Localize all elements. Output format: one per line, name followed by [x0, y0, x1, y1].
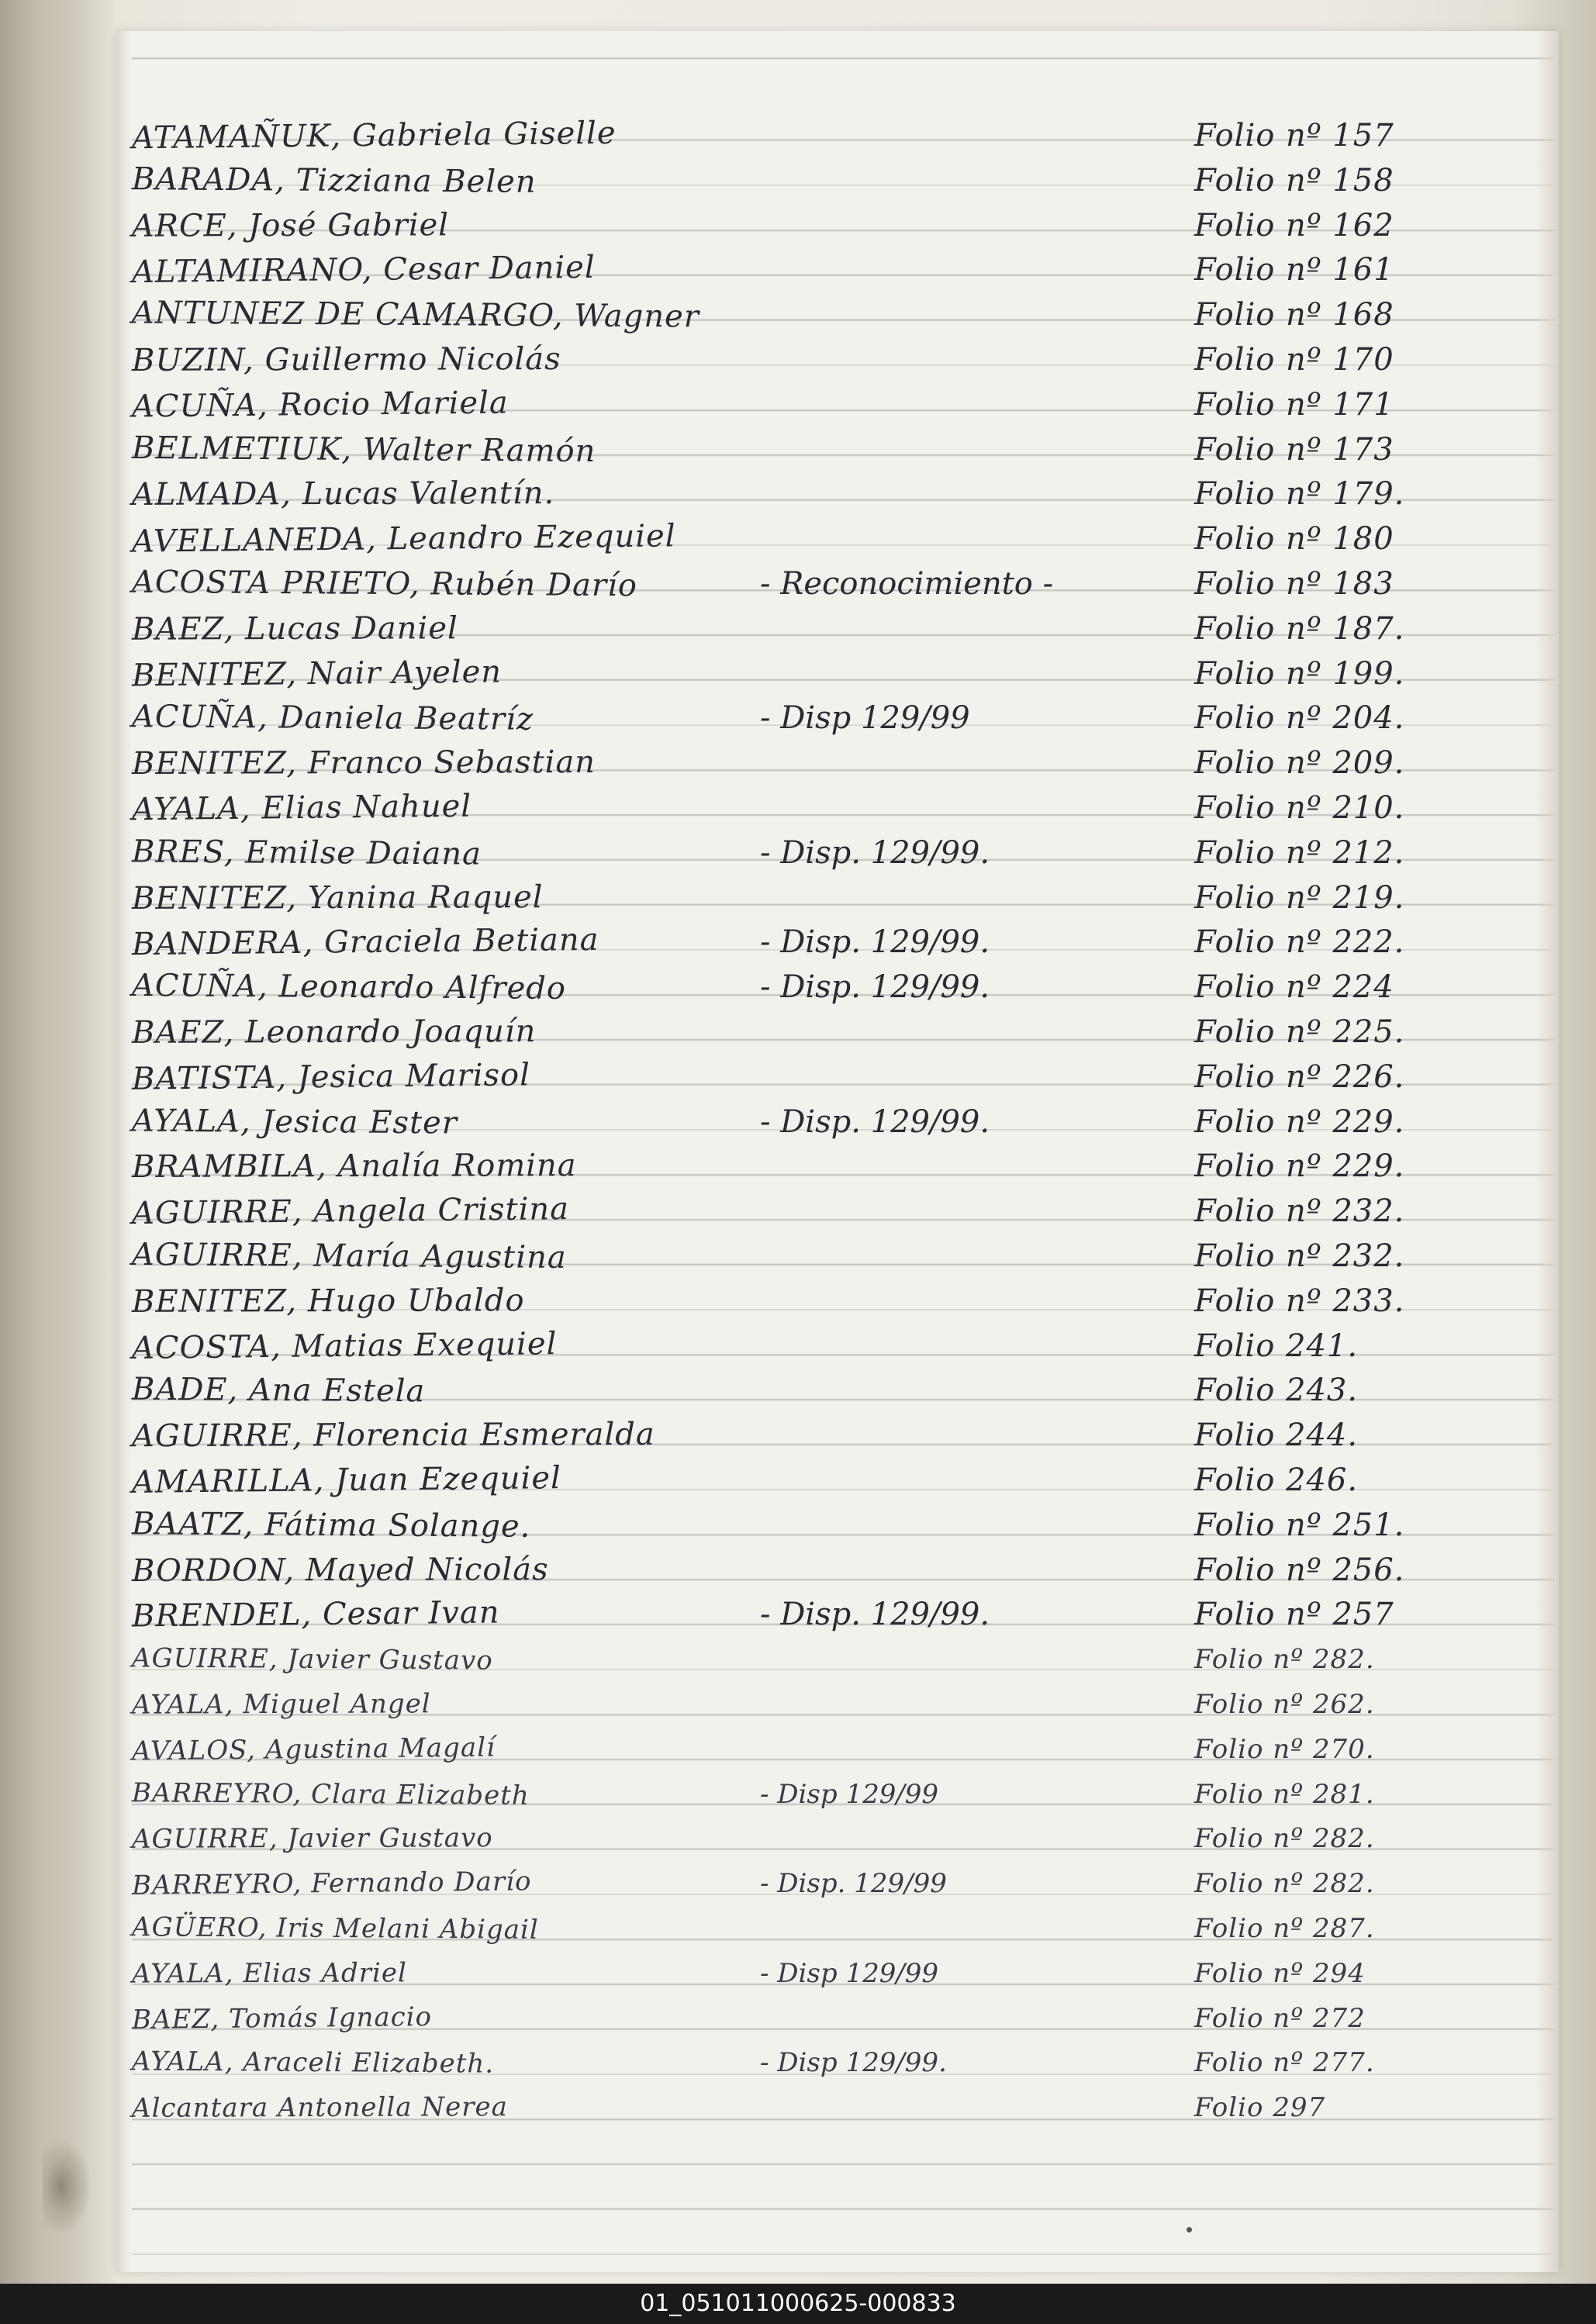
entry-folio: Folio nº 257 — [1194, 1597, 1394, 1632]
list-item — [0, 609, 1596, 648]
list-item — [0, 1864, 1596, 1903]
list-item — [0, 1058, 1596, 1096]
entry-folio: Folio nº 282. — [1194, 1644, 1375, 1675]
entry-name: AYALA, Elias Adriel — [131, 1957, 407, 1990]
list-item — [0, 2043, 1596, 2082]
list-item — [0, 1595, 1596, 1634]
entry-name: ACOSTA, Matias Exequiel — [131, 1326, 558, 1366]
entry-name: ACUÑA, Rocio Mariela — [131, 385, 509, 425]
entry-name: AGÜERO, Iris Melani Abigail — [131, 1911, 539, 1946]
list-item — [0, 340, 1596, 379]
list-item — [0, 1192, 1596, 1231]
list-item — [0, 1819, 1596, 1858]
entry-name: ATAMAÑUK, Gabriela Giselle — [131, 115, 617, 157]
list-item — [0, 1954, 1596, 1993]
list-item — [0, 1730, 1596, 1769]
entry-name: BELMETIUK, Walter Ramón — [131, 430, 596, 470]
entry-disposition: - Disp. 129/99 — [760, 1868, 947, 1899]
entry-name: BATISTA, Jesica Marisol — [131, 1057, 531, 1097]
entry-folio: Folio nº 256. — [1194, 1552, 1405, 1588]
list-item — [0, 654, 1596, 693]
entry-folio: Folio nº 180 — [1194, 521, 1394, 557]
list-item — [0, 475, 1596, 513]
entry-name: BANDERA, Graciela Betiana — [131, 921, 599, 963]
entry-disposition: - Disp. 129/99. — [760, 835, 990, 871]
entry-name: AVALOS, Agustina Magalí — [131, 1732, 496, 1767]
entry-folio: Folio 243. — [1194, 1373, 1359, 1408]
entry-name: ALMADA, Lucas Valentín. — [131, 475, 555, 513]
entry-name: BUZIN, Guillermo Nicolás — [131, 341, 561, 378]
entry-name: AGUIRRE, Javier Gustavo — [131, 1642, 493, 1677]
list-item — [0, 161, 1596, 200]
entry-folio: Folio nº 229. — [1194, 1148, 1405, 1184]
entry-name: BAATZ, Fátima Solange. — [131, 1506, 531, 1545]
entry-name: ANTUNEZ DE CAMARGO, Wagner — [131, 295, 700, 335]
entry-folio: Folio nº 226. — [1194, 1059, 1405, 1095]
entry-name: ACUÑA, Daniela Beatríz — [131, 699, 534, 737]
entry-folio: Folio nº 281. — [1194, 1779, 1375, 1810]
entry-name: BAEZ, Lucas Daniel — [131, 610, 458, 647]
list-item — [0, 923, 1596, 962]
entry-folio: Folio nº 179. — [1194, 476, 1405, 512]
entry-folio: Folio 241. — [1194, 1328, 1359, 1364]
list-item — [0, 1775, 1596, 1814]
list-item — [0, 1551, 1596, 1590]
entry-folio: Folio nº 168 — [1194, 297, 1394, 333]
list-item — [0, 2088, 1596, 2127]
list-item — [0, 1461, 1596, 1500]
list-item — [0, 1506, 1596, 1545]
entry-name: BADE, Ana Estela — [131, 1371, 426, 1410]
entry-folio: Folio nº 270. — [1194, 1734, 1375, 1765]
entry-name: BRES, Emilse Daiana — [131, 834, 482, 872]
entry-folio: Folio nº 224 — [1194, 969, 1394, 1005]
list-item — [0, 565, 1596, 603]
entry-folio: Folio nº 272 — [1194, 2003, 1366, 2034]
entry-folio: Folio nº 173 — [1194, 432, 1394, 468]
entry-name: BAEZ, Tomás Ignacio — [131, 2001, 433, 2036]
list-item — [0, 1416, 1596, 1455]
list-item — [0, 1237, 1596, 1276]
entry-name: Alcantara Antonella Nerea — [131, 2091, 508, 2124]
entry-name: BARADA, Tizziana Belen — [131, 161, 537, 200]
entry-name: ARCE, José Gabriel — [131, 207, 450, 244]
list-item — [0, 1103, 1596, 1141]
entry-name: BORDON, Mayed Nicolás — [131, 1552, 549, 1589]
entry-folio: Folio 297 — [1194, 2092, 1326, 2123]
list-item — [0, 1327, 1596, 1366]
list-item — [0, 1685, 1596, 1724]
entry-name: BENITEZ, Yanina Raquel — [131, 879, 544, 917]
entry-name: AMARILLA, Juan Ezequiel — [131, 1460, 562, 1500]
entry-folio: Folio nº 251. — [1194, 1507, 1405, 1543]
entry-folio: Folio nº 282. — [1194, 1868, 1375, 1899]
list-item — [0, 1282, 1596, 1321]
entry-name: BENITEZ, Nair Ayelen — [131, 654, 503, 694]
entry-name: AYALA, Elias Nahuel — [131, 788, 472, 828]
entry-name: BENITEZ, Franco Sebastian — [131, 744, 596, 782]
entry-disposition: - Disp. 129/99. — [760, 1104, 990, 1140]
entry-folio: Folio nº 232. — [1194, 1238, 1405, 1274]
entry-folio: Folio nº 170 — [1194, 342, 1394, 378]
list-item — [0, 699, 1596, 737]
entry-folio: Folio nº 158 — [1194, 163, 1394, 199]
list-item — [0, 834, 1596, 872]
list-item — [0, 116, 1596, 155]
entry-folio: Folio nº 162 — [1194, 208, 1394, 243]
entry-name: BARREYRO, Clara Elizabeth — [131, 1777, 530, 1811]
list-item — [0, 430, 1596, 469]
entry-folio: Folio nº 233. — [1194, 1283, 1405, 1319]
entry-name: BRENDEL, Cesar Ivan — [131, 1594, 500, 1635]
list-item — [0, 250, 1596, 289]
entry-folio: Folio nº 212. — [1194, 835, 1405, 871]
entry-disposition: - Disp 129/99 — [760, 1958, 939, 1989]
entry-disposition: - Reconocimiento - — [760, 566, 1054, 602]
entry-folio: Folio nº 287. — [1194, 1913, 1375, 1944]
entry-name: ALTAMIRANO, Cesar Daniel — [131, 249, 596, 291]
list-item — [0, 1999, 1596, 2038]
entry-disposition: - Disp. 129/99. — [760, 924, 990, 960]
entry-name: AYALA, Araceli Elizabeth. — [131, 2046, 495, 2080]
entry-folio: Folio nº 187. — [1194, 611, 1405, 647]
entry-name: AGUIRRE, Angela Cristina — [131, 1191, 570, 1231]
entry-name: AGUIRRE, Javier Gustavo — [131, 1822, 493, 1855]
entry-name: AVELLANEDA, Leandro Ezequiel — [131, 518, 676, 560]
entry-folio: Folio nº 171 — [1194, 387, 1394, 423]
entry-folio: Folio nº 262. — [1194, 1689, 1375, 1720]
list-item — [0, 520, 1596, 558]
entry-disposition: - Disp. 129/99. — [760, 1597, 990, 1632]
entry-folio: Folio 246. — [1194, 1462, 1359, 1498]
entry-folio: Folio nº 210. — [1194, 790, 1405, 826]
entry-folio: Folio nº 209. — [1194, 745, 1405, 781]
list-item — [0, 385, 1596, 424]
list-item — [0, 789, 1596, 827]
entry-folio: Folio nº 219. — [1194, 880, 1405, 916]
entry-folio: Folio nº 277. — [1194, 2047, 1375, 2078]
entry-folio: Folio nº 183 — [1194, 566, 1394, 602]
entry-folio: Folio nº 282. — [1194, 1823, 1375, 1854]
entry-name: AGUIRRE, María Agustina — [131, 1237, 567, 1276]
list-item — [0, 206, 1596, 245]
entry-folio: Folio nº 204. — [1194, 700, 1405, 736]
list-item — [0, 879, 1596, 917]
list-item — [0, 968, 1596, 1007]
entry-name: AYALA, Miguel Angel — [131, 1688, 431, 1721]
entry-folio: Folio nº 232. — [1194, 1193, 1405, 1229]
entry-folio: Folio nº 157 — [1194, 118, 1394, 154]
list-item — [0, 1371, 1596, 1410]
entry-name: BARREYRO, Fernando Darío — [131, 1866, 532, 1901]
entry-disposition: - Disp 129/99 — [760, 1779, 939, 1810]
entry-folio: Folio nº 294 — [1194, 1958, 1366, 1989]
list-item — [0, 1909, 1596, 1948]
entry-disposition: - Disp 129/99. — [760, 2047, 947, 2078]
entry-disposition: - Disp. 129/99. — [760, 969, 990, 1005]
list-item — [0, 1147, 1596, 1186]
entry-name: AGUIRRE, Florencia Esmeralda — [131, 1416, 655, 1455]
entry-disposition: - Disp 129/99 — [760, 700, 970, 736]
entry-name: AYALA, Jesica Ester — [131, 1103, 458, 1141]
entry-name: BENITEZ, Hugo Ubaldo — [131, 1283, 525, 1320]
entry-folio: Folio nº 199. — [1194, 656, 1405, 692]
list-item — [0, 295, 1596, 334]
entry-name: ACOSTA PRIETO, Rubén Darío — [131, 564, 638, 604]
entry-folio: Folio nº 161 — [1194, 252, 1394, 288]
entry-folio: Folio 244. — [1194, 1418, 1359, 1453]
entry-folio: Folio nº 229. — [1194, 1104, 1405, 1140]
list-item — [0, 1013, 1596, 1051]
entry-name: BAEZ, Leonardo Joaquín — [131, 1014, 537, 1051]
entry-name: ACUÑA, Leonardo Alfredo — [131, 968, 567, 1007]
list-item — [0, 744, 1596, 782]
entry-folio: Folio nº 222. — [1194, 924, 1405, 960]
entry-name: BRAMBILA, Analía Romina — [131, 1147, 577, 1186]
entry-folio: Folio nº 225. — [1194, 1014, 1405, 1050]
scan-id-footer: 01_051011000625-000833 — [0, 2284, 1596, 2324]
list-item — [0, 1640, 1596, 1679]
